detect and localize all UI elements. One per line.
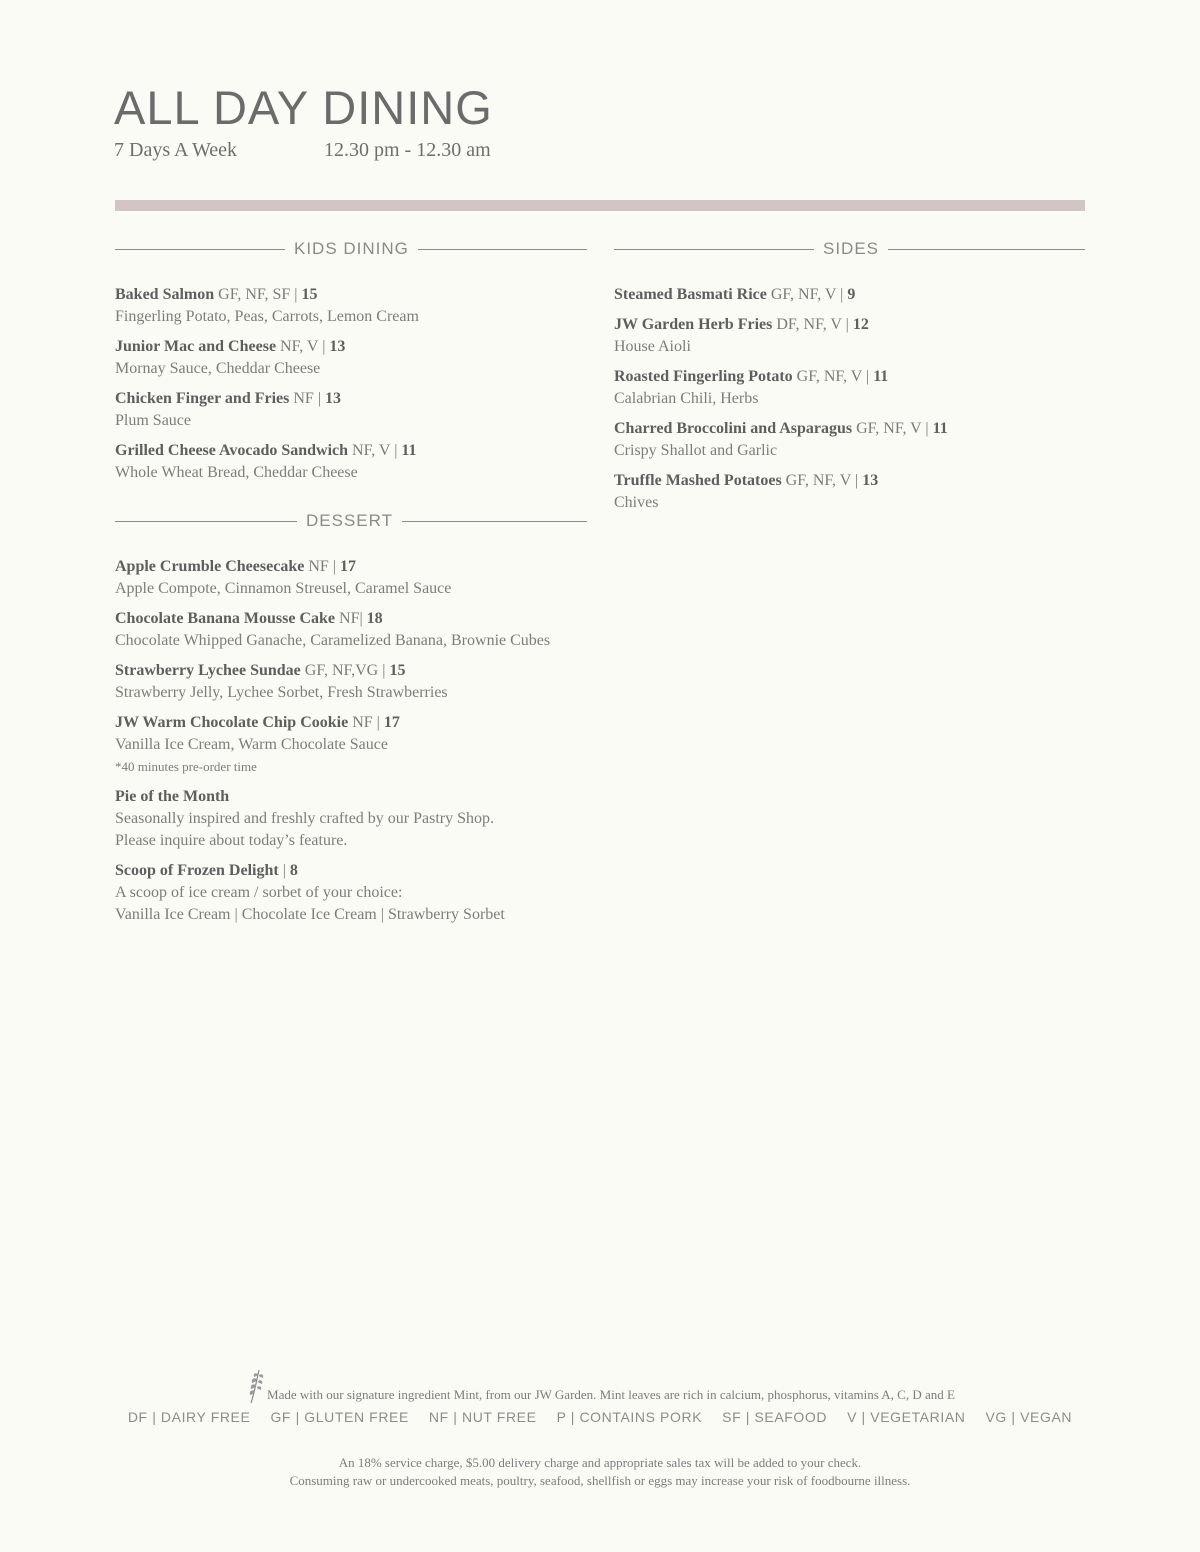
dietary-legend bbox=[0, 1409, 1200, 1425]
item-description: Seasonally inspired and freshly crafted by our Pastry Shop. bbox=[115, 810, 495, 827]
item-description: Strawberry Jelly, Lychee Sorbet, Fresh Strawberries bbox=[115, 684, 448, 701]
item-description: Fingerling Potato, Peas, Carrots, Lemon Cream bbox=[115, 308, 419, 325]
item-description: Vanilla Ice Cream, Warm Chocolate Sauce bbox=[115, 736, 388, 753]
item-name: Apple Crumble Cheesecake bbox=[115, 558, 305, 575]
item-tags: GF, NF, SF | bbox=[214, 286, 302, 303]
left-column bbox=[115, 236, 587, 934]
service-time: 12.30 pm - 12.30 am bbox=[324, 139, 491, 161]
food-safety-note: Consuming raw or undercooked meats, poultry, seafood, shellfish or eggs may increase your risk of foodbourne illness. bbox=[289, 1473, 911, 1488]
menu-item bbox=[614, 366, 1085, 410]
legend-item: SF | SEAFOOD bbox=[722, 1409, 828, 1425]
item-name: Baked Salmon bbox=[115, 286, 215, 303]
menu-item bbox=[115, 712, 587, 778]
legend-item: GF | GLUTEN FREE bbox=[270, 1409, 409, 1425]
item-tags: GF, NF, V | bbox=[792, 368, 874, 385]
mint-note-text: Made with our signature ingredient Mint, from our JW Garden. Mint leaves are rich in calcium, phosphorus, vitamins A, C, D and E bbox=[267, 1387, 955, 1402]
item-description: A scoop of ice cream / sorbet of your choice: bbox=[115, 884, 403, 901]
service-charge-note: An 18% service charge, $5.00 delivery charge and appropriate sales tax will be added to your check. bbox=[338, 1455, 862, 1470]
item-description: Chocolate Whipped Ganache, Caramelized Banana, Brownie Cubes bbox=[115, 632, 551, 649]
item-name: Roasted Fingerling Potato bbox=[614, 368, 793, 385]
item-tags: GF, NF,VG | bbox=[300, 662, 390, 679]
item-name: Steamed Basmati Rice bbox=[614, 286, 767, 303]
item-name: Pie of the Month bbox=[115, 788, 230, 805]
item-price: 13 bbox=[325, 390, 342, 407]
item-description: Whole Wheat Bread, Cheddar Cheese bbox=[115, 464, 358, 481]
item-tags: GF, NF, V | bbox=[852, 420, 933, 437]
item-description: Crispy Shallot and Garlic bbox=[614, 442, 778, 459]
item-tags: NF | bbox=[289, 390, 326, 407]
item-description: Chives bbox=[614, 494, 659, 511]
mint-note bbox=[0, 1368, 1200, 1404]
menu-item bbox=[115, 660, 587, 704]
item-tags: NF | bbox=[304, 558, 340, 575]
item-price: 11 bbox=[401, 442, 417, 459]
page-title: ALL DAY DINING bbox=[114, 81, 493, 134]
menu-item bbox=[614, 470, 1085, 514]
section-title: SIDES bbox=[823, 239, 880, 258]
legal-notice bbox=[0, 1454, 1200, 1490]
menu-item bbox=[614, 284, 1085, 306]
menu-item bbox=[115, 608, 587, 652]
legend-item: VG | VEGAN bbox=[985, 1409, 1073, 1425]
item-description: Mornay Sauce, Cheddar Cheese bbox=[115, 360, 321, 377]
item-price: 18 bbox=[366, 610, 383, 627]
section-title: DESSERT bbox=[306, 511, 393, 530]
legend-item: DF | DAIRY FREE bbox=[127, 1409, 251, 1425]
item-name: Chocolate Banana Mousse Cake bbox=[115, 610, 336, 627]
divider-line bbox=[418, 249, 587, 250]
item-name: Truffle Mashed Potatoes bbox=[614, 472, 782, 489]
item-tags: NF, V | bbox=[276, 338, 330, 355]
item-tags: NF, V | bbox=[348, 442, 402, 459]
legend-item: P | CONTAINS PORK bbox=[556, 1409, 703, 1425]
item-description: Apple Compote, Cinnamon Streusel, Caramel Sauce bbox=[115, 580, 452, 597]
item-note: *40 minutes pre-order time bbox=[115, 759, 257, 774]
menu-item bbox=[115, 556, 587, 600]
service-days: 7 Days A Week bbox=[114, 139, 238, 161]
item-description: Plum Sauce bbox=[115, 412, 191, 429]
divider-line bbox=[614, 249, 814, 250]
item-price: 8 bbox=[289, 862, 298, 879]
item-tags: NF | bbox=[348, 714, 384, 731]
item-name: Charred Broccolini and Asparagus bbox=[614, 420, 853, 437]
item-tags: GF, NF, V | bbox=[781, 472, 863, 489]
item-price: 17 bbox=[339, 558, 356, 575]
section-title: KIDS DINING bbox=[294, 239, 409, 258]
sides-heading bbox=[614, 236, 1085, 262]
item-tags: GF, NF, V | bbox=[766, 286, 848, 303]
item-price: 13 bbox=[329, 338, 346, 355]
divider-line bbox=[115, 521, 297, 522]
menu-item bbox=[115, 284, 587, 328]
item-name: JW Garden Herb Fries bbox=[614, 316, 773, 333]
item-price: 12 bbox=[852, 316, 869, 333]
item-description: Calabrian Chili, Herbs bbox=[614, 390, 759, 407]
mint-leaf-icon bbox=[245, 1368, 265, 1404]
menu-item bbox=[115, 336, 587, 380]
item-description: Vanilla Ice Cream | Chocolate Ice Cream | Strawberry Sorbet bbox=[115, 906, 505, 923]
menu-item bbox=[115, 440, 587, 484]
legend-item: V | VEGETARIAN bbox=[847, 1409, 966, 1425]
item-name: Scoop of Frozen Delight bbox=[115, 862, 279, 879]
item-tags: | bbox=[278, 862, 290, 879]
item-name: JW Warm Chocolate Chip Cookie bbox=[115, 714, 349, 731]
item-tags: NF| bbox=[335, 610, 367, 627]
header-divider-band bbox=[115, 200, 1085, 211]
divider-line bbox=[115, 249, 285, 250]
item-price: 15 bbox=[301, 286, 318, 303]
item-name: Chicken Finger and Fries bbox=[115, 390, 290, 407]
menu-item bbox=[614, 314, 1085, 358]
legend-item: NF | NUT FREE bbox=[428, 1409, 537, 1425]
item-price: 9 bbox=[847, 286, 856, 303]
menu-item bbox=[115, 860, 587, 926]
item-price: 13 bbox=[862, 472, 879, 489]
item-name: Strawberry Lychee Sundae bbox=[115, 662, 301, 679]
menu-item bbox=[115, 388, 587, 432]
item-price: 15 bbox=[389, 662, 406, 679]
item-name: Grilled Cheese Avocado Sandwich bbox=[115, 442, 349, 459]
menu-item bbox=[115, 786, 587, 852]
dessert-heading bbox=[115, 508, 587, 534]
item-description: Please inquire about today’s feature. bbox=[115, 832, 348, 849]
item-name: Junior Mac and Cheese bbox=[115, 338, 277, 355]
right-column bbox=[614, 236, 1085, 522]
item-price: 17 bbox=[383, 714, 400, 731]
kids-dining-heading bbox=[115, 236, 587, 262]
item-description: House Aioli bbox=[614, 338, 691, 355]
menu-item bbox=[614, 418, 1085, 462]
item-price: 11 bbox=[932, 420, 948, 437]
divider-line bbox=[888, 249, 1085, 250]
item-tags: DF, NF, V | bbox=[772, 316, 853, 333]
divider-line bbox=[402, 521, 587, 522]
item-price: 11 bbox=[873, 368, 889, 385]
